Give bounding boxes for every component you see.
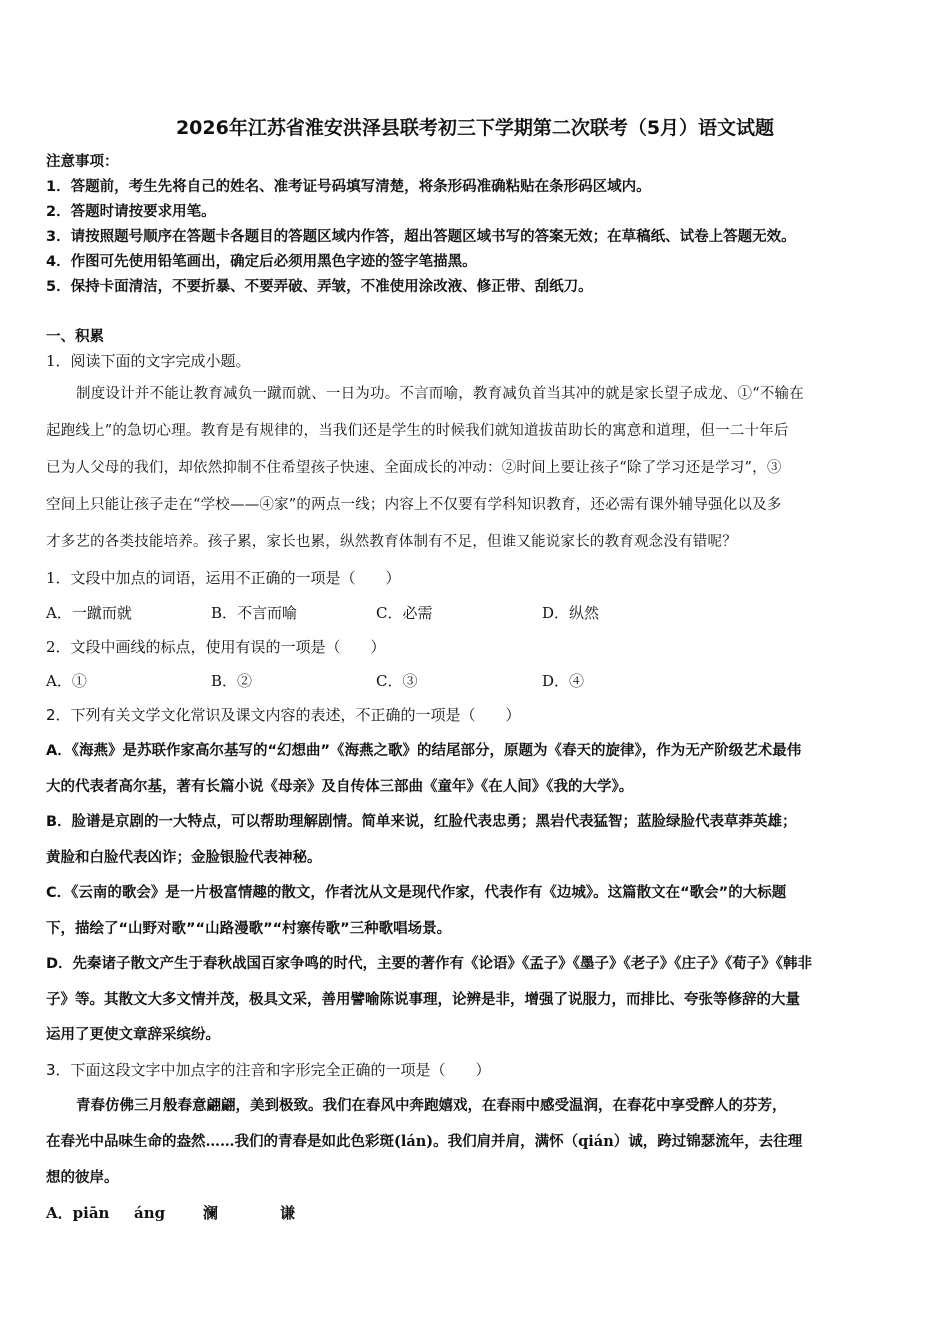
q2-option-d-line-1: D．先秦诸子散文产生于春秋战国百家争鸣的时代，主要的著作有《论语》《孟子》《墨子》《老子》《庄子》《荀子》《韩非 — [46, 956, 813, 972]
q2-option-d-line-2: 子》等。其散文大多文情并茂，极具文采，善用譬喻陈说事理，论辨是非，增强了说服力，而排比、夸张等修辞的大量 — [46, 992, 800, 1008]
question-3-stem: 3．下面这段文字中加点字的注音和字形完全正确的一项是（ ） — [46, 1061, 491, 1079]
q3-passage-line-3: 想的彼岸。 — [46, 1169, 119, 1186]
section-heading: 一、积累 — [46, 329, 104, 345]
q2-option-b-line-1: B．脸谱是京剧的一大特点，可以帮助理解剧情。简单来说，红脸代表忠勇；黑岩代表猛智；蓝脸绿脸代表草莽英雄； — [46, 814, 797, 830]
q2-option-c-line-1: C．《云南的歌会》是一片极富情趣的散文，作者沈从文是现代作家，代表作有《边城》。这篇散文在“歌会”的大标题 — [46, 885, 787, 901]
notice-item-2: 2．答题时请按要求用笔。 — [46, 204, 216, 220]
q2-option-b-line-2: 黄脸和白脸代表凶诈；金脸银脸代表神秘。 — [46, 850, 322, 866]
q3-passage-line-2: 在春光中品味生命的盎然……我们的青春是如此色彩斑(lán)。我们肩并肩，满怀（qián）诚，跨过锦瑟流年，去往理 — [46, 1133, 803, 1150]
notice-item-4: 4．作图可先使用铅笔画出，确定后必须用黑色字迹的签字笔描黑。 — [46, 254, 477, 270]
subquestion-2-stem: 2．文段中画线的标点，使用有误的一项是（ ） — [46, 638, 386, 656]
option-b: B．② — [211, 672, 253, 690]
notice-item-1: 1．答题前，考生先将自己的姓名、准考证号码填写清楚，将条形码准确粘贴在条形码区域内。 — [46, 179, 651, 195]
notice-item-5: 5．保持卡面清洁，不要折暴、不要弄破、弄皱，不准使用涂改液、修正带、刮纸刀。 — [46, 279, 593, 295]
q3-option-a-part-3: 澜 — [203, 1204, 219, 1222]
question-1-stem: 1．阅读下面的文字完成小题。 — [46, 352, 251, 370]
option-c: C．必需 — [376, 604, 433, 622]
notice-item-3: 3．请按照题号顺序在答题卡各题目的答题区域内作答，超出答题区域书写的答案无效；在草稿纸、试卷上答题无效。 — [46, 229, 796, 245]
option-d: D．④ — [542, 672, 585, 690]
page-title: 2026年江苏省淮安洪泽县联考初三下学期第二次联考（5月）语文试题 — [175, 117, 775, 139]
question-2-stem: 2．下列有关文学文化常识及课文内容的表述，不正确的一项是（ ） — [46, 706, 521, 724]
option-a: A．一蹴而就 — [46, 604, 132, 622]
option-c: C．③ — [376, 672, 418, 690]
q2-option-a-line-2: 大的代表者高尔基，著有长篇小说《母亲》及自传体三部曲《童年》《在人间》《我的大学》。 — [46, 779, 634, 795]
q3-passage-line-1: 青春仿佛三月般春意翩翩，美到极致。我们在春风中奔跑嬉戏，在春雨中感受温润，在春花中享受醉人的芬芳， — [76, 1097, 787, 1114]
passage-line-2: 起跑线上”的急切心理。教育是有规律的，当我们还是学生的时候我们就知道拔苗助长的寓意和道理，但一二十年后 — [46, 423, 789, 439]
option-d: D．纵然 — [542, 604, 600, 622]
q3-option-a-part-4: 谦 — [280, 1204, 296, 1222]
passage-line-3: 已为人父母的我们，却依然抑制不住希望孩子快速、全面成长的冲动：②时间上要让孩子“除了学习还是学习”，③ — [46, 460, 782, 476]
notice-heading: 注意事项： — [46, 154, 119, 170]
passage-line-4: 空间上只能让孩子走在“学校——④家”的两点一线；内容上不仅要有学科知识教育，还必需有课外辅导强化以及多 — [46, 497, 782, 513]
passage-line-1: 制度设计并不能让教育减负一蹴而就、一日为功。不言而喻，教育减负首当其冲的就是家长望子成龙、①“不输在 — [76, 386, 804, 402]
subquestion-1-stem: 1．文段中加点的词语，运用不正确的一项是（ ） — [46, 569, 401, 587]
q2-option-c-line-2: 下，描绘了“山野对歌”“山路漫歌”“村寨传歌”三种歌唱场景。 — [46, 921, 452, 937]
passage-line-5: 才多艺的各类技能培养。孩子累，家长也累，纵然教育体制有不足，但谁又能说家长的教育观念没有错呢？ — [46, 534, 737, 550]
q3-option-a-part-2: áng — [134, 1204, 166, 1222]
option-a: A．① — [46, 672, 87, 690]
q2-option-d-line-3: 运用了更使文章辞采缤纷。 — [46, 1027, 220, 1043]
q2-option-a-line-1: A．《海燕》是苏联作家高尔基写的“幻想曲”《海燕之歌》的结尾部分，原题为《春天的旋律》，作为无产阶级艺术最伟 — [46, 743, 802, 759]
option-b: B．不言而喻 — [211, 604, 298, 622]
q3-option-a-label: A．piān — [46, 1204, 110, 1222]
